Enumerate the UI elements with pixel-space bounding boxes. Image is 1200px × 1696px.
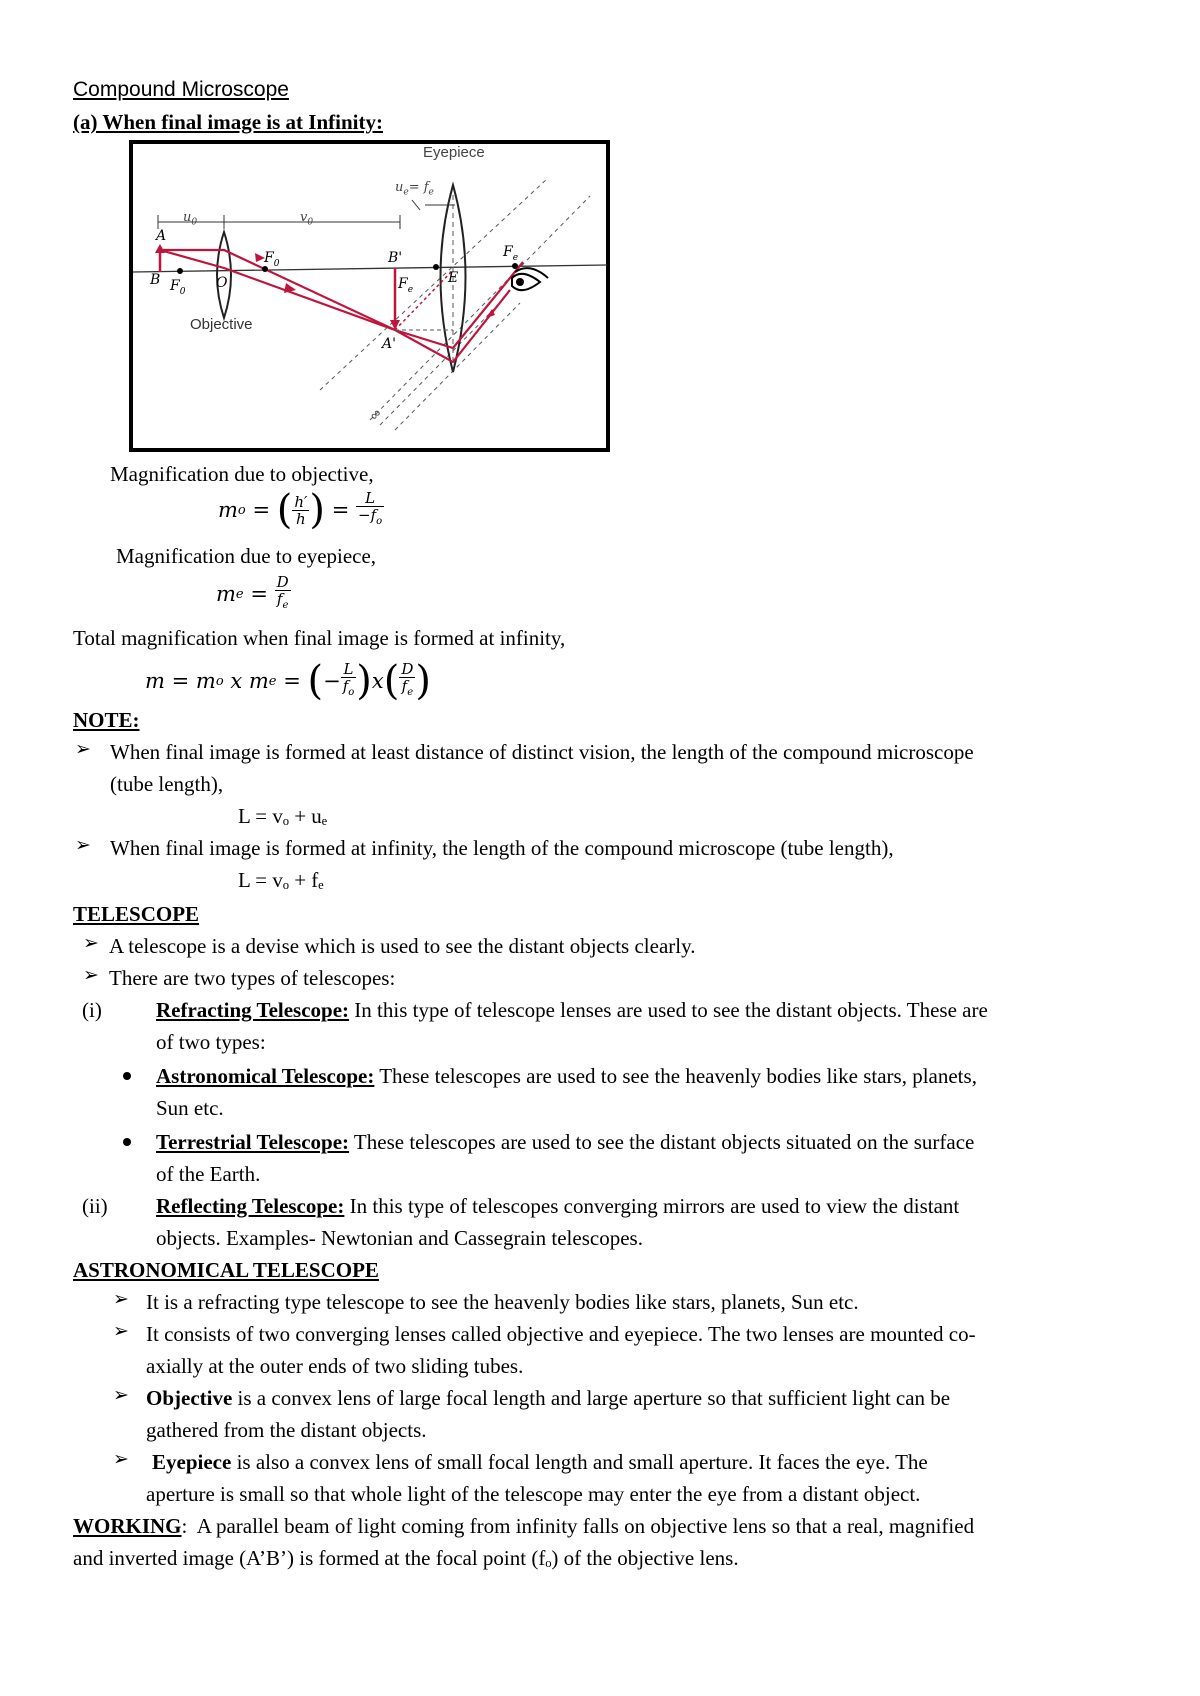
subheading: (a) When final image is at Infinity:	[73, 110, 383, 134]
fe-prime-label: $F_e$	[398, 276, 414, 295]
working-paragraph-cont: and inverted image (A’B’) is formed at the focal point (fₒ) of the objective lens.	[73, 1546, 739, 1570]
astronomical-item-4-cont: aperture is small so that whole light of the telescope may enter the eye from a distant object.	[146, 1482, 921, 1506]
item-label-ii: (ii)	[82, 1194, 108, 1218]
item-label-i: (i)	[82, 998, 102, 1022]
bullet-icon	[123, 1138, 131, 1146]
total-mag-label: Total magnification when final image is formed at infinity,	[73, 626, 566, 650]
u0-label: $u_0$	[183, 210, 198, 228]
telescope-item-1: A telescope is a devise which is used to see the distant objects clearly.	[109, 934, 696, 958]
astronomical-item-2-cont: axially at the outer ends of two sliding tubes.	[146, 1354, 524, 1378]
working-paragraph: WORKING: A parallel beam of light coming from infinity falls on objective lens so that a real, magnified	[73, 1514, 975, 1538]
fe-label: $F_e$	[503, 244, 519, 263]
v0-label: $v_0$	[300, 210, 314, 228]
point-b-label: B	[150, 272, 161, 288]
astronomical-item-1: It is a refracting type telescope to see the heavenly bodies like stars, planets, Sun etc.	[146, 1290, 859, 1314]
bullet-icon	[123, 1072, 131, 1080]
arrow-bullet-icon: ➢	[75, 834, 91, 856]
diagram-frame	[131, 142, 608, 450]
reflecting-paragraph-cont: objects. Examples- Newtonian and Cassegrain telescopes.	[156, 1226, 643, 1250]
arrow-bullet-icon: ➢	[113, 1288, 129, 1310]
arrow-bullet-icon: ➢	[113, 1448, 129, 1470]
section-heading: Compound Microscope	[73, 78, 289, 101]
astronomical-paragraph-cont: Sun etc.	[156, 1096, 224, 1120]
telescope-item-2: There are two types of telescopes:	[109, 966, 396, 990]
objective-label: Objective	[190, 316, 253, 333]
mag-objective-label: Magnification due to objective,	[110, 462, 374, 486]
terrestrial-paragraph-cont: of the Earth.	[156, 1162, 261, 1186]
arrow-bullet-icon: ➢	[113, 1320, 129, 1342]
f0-prime-label: $F_0$	[170, 278, 186, 297]
ue-label: $u_e= f_e$	[395, 180, 434, 198]
point-e-label: E	[448, 270, 459, 286]
terrestrial-paragraph: Terrestrial Telescope: These telescopes are used to see the distant objects situated on the surface	[156, 1130, 975, 1154]
arrow-bullet-icon: ➢	[75, 738, 91, 760]
point-a-label: A	[156, 228, 167, 244]
microscope-ray-diagram	[0, 0, 1200, 470]
arrow-bullet-icon: ➢	[83, 964, 99, 986]
refracting-paragraph-cont: of two types:	[156, 1030, 266, 1054]
note-item-1: When final image is formed at least distance of distinct vision, the length of the compound microscope	[110, 740, 974, 764]
dashed-ray	[370, 196, 590, 420]
note-formula-2: L = vₒ + fₑ	[238, 868, 324, 892]
astronomical-paragraph: Astronomical Telescope: These telescopes are used to see the heavenly bodies like stars, planets,	[156, 1064, 977, 1088]
point-o-label: O	[216, 275, 228, 291]
astronomical-item-3-cont: gathered from the distant objects.	[146, 1418, 427, 1442]
telescope-title: TELESCOPE	[73, 902, 200, 926]
note-item-1-cont: (tube length),	[110, 772, 224, 796]
mag-eyepiece-formula: m e = $\frac{D}{f_e}$	[216, 573, 289, 611]
dashed-ray	[395, 303, 520, 430]
astronomical-item-3: Objective is a convex lens of large focal length and large aperture so that sufficient light can be	[146, 1386, 951, 1410]
dashed-ray	[320, 178, 548, 390]
note-formula-1: L = vₒ + uₑ	[238, 804, 328, 828]
f0-label: $F_0$	[264, 250, 280, 269]
b-prime-label: B'	[388, 250, 403, 266]
eyepiece-label: Eyepiece	[423, 144, 485, 161]
mag-objective-formula: m o = ( $\frac{h'}{h}$ ) = $\frac{L}{-f_o}$	[218, 487, 383, 533]
eye-icon	[512, 268, 548, 290]
note-title: NOTE:	[73, 708, 140, 732]
arrow-bullet-icon: ➢	[83, 932, 99, 954]
astronomical-item-4: Eyepiece is also a convex lens of small focal length and small aperture. It faces the eye. The	[152, 1450, 928, 1474]
mag-eyepiece-label: Magnification due to eyepiece,	[116, 544, 377, 568]
arrow-bullet-icon: ➢	[113, 1384, 129, 1406]
ray	[160, 250, 523, 348]
reflecting-paragraph: Reflecting Telescope: In this type of telescopes converging mirrors are used to view the distant	[156, 1194, 960, 1218]
astronomical-item-2: It consists of two converging lenses called objective and eyepiece. The two lenses are mounted co-	[146, 1322, 976, 1346]
a-prime-label: A'	[382, 336, 396, 352]
astronomical-title: ASTRONOMICAL TELESCOPE	[73, 1258, 379, 1282]
note-item-2: When final image is formed at infinity, the length of the compound microscope (tube length),	[110, 836, 894, 860]
total-mag-formula: m = m o x m e = ( − $\frac{L}{f_o}$ ) x ( $\frac{D}{f_e}$ )	[145, 658, 431, 704]
infinity-label: ∞	[365, 404, 385, 424]
refracting-paragraph: Refracting Telescope: In this type of telescope lenses are used to see the distant objects. These are	[156, 998, 988, 1022]
